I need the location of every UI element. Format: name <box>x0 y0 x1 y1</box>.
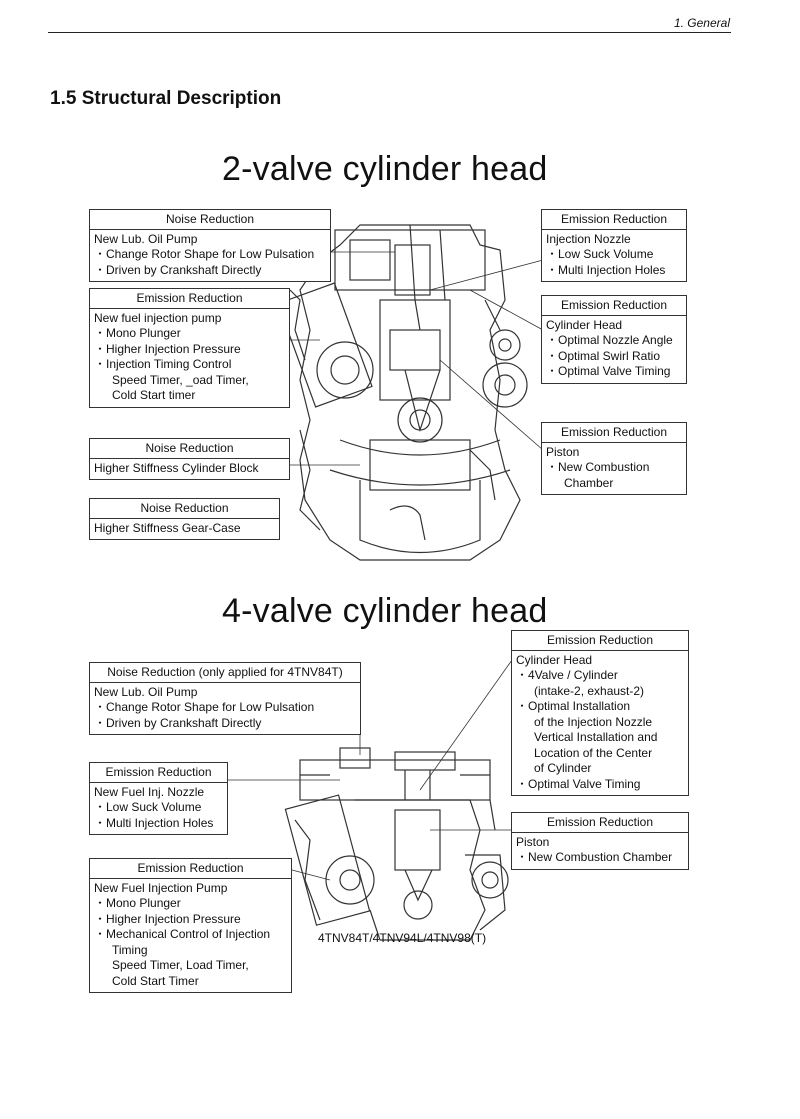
box-line: Cylinder Head <box>546 317 623 332</box>
box-line: Injection Nozzle <box>546 231 631 246</box>
box-line: Piston <box>516 834 550 849</box>
box-line: Piston <box>546 444 580 459</box>
box-emission-injection-pump-4v <box>89 858 292 993</box>
box-line: New Fuel Injection Pump <box>94 880 228 895</box>
box-line: Cylinder Head <box>516 652 593 667</box>
box-heading: Emission Reduction <box>512 631 688 651</box>
box-heading: Noise Reduction (only applied for 4TNV84T) <box>90 663 360 683</box>
box-line: Location of the Center <box>534 745 653 760</box>
box-line: New fuel injection pump <box>94 310 222 325</box>
box-emission-cylinder-head-4v <box>511 630 689 796</box>
model-caption: 4TNV84T/4TNV94L/4TNV98(T) <box>318 931 487 945</box>
box-line: New Fuel Inj. Nozzle <box>94 784 205 799</box>
box-heading: Emission Reduction <box>542 296 686 316</box>
box-heading: Noise Reduction <box>90 210 330 230</box>
box-line: (intake-2, exhaust-2) <box>534 683 645 698</box>
box-line: Speed Timer, _oad Timer, <box>112 372 249 387</box>
box-heading: Noise Reduction <box>90 439 289 459</box>
box-line: ・Optimal Nozzle Angle <box>546 333 673 347</box>
box-line: ・Low Suck Volume <box>94 800 202 814</box>
box-line: Higher Stiffness Cylinder Block <box>94 460 259 475</box>
diagram2-title: 4-valve cylinder head <box>222 592 548 630</box>
box-line: Chamber <box>564 475 614 490</box>
box-line: ・Change Rotor Shape for Low Pulsation <box>94 700 315 714</box>
box-heading: Emission Reduction <box>512 813 688 833</box>
box-line: Cold Start Timer <box>112 973 199 988</box>
box-line: of Cylinder <box>534 761 592 775</box>
chapter-header: 1. General <box>673 16 730 30</box>
box-line: ・New Combustion Chamber <box>516 850 673 864</box>
box-emission-inj-nozzle-4v <box>89 762 228 835</box>
diagram1-title: 2-valve cylinder head <box>222 150 548 188</box>
box-heading: Emission Reduction <box>90 763 227 783</box>
box-line: ・Higher Injection Pressure <box>94 341 241 356</box>
box-emission-piston-4v <box>511 812 689 870</box>
box-heading: Noise Reduction <box>90 499 279 519</box>
section-title: 1.5 Structural Description <box>50 88 282 109</box>
box-heading: Emission Reduction <box>542 423 686 443</box>
box-line: Speed Timer, Load Timer, <box>112 958 249 972</box>
box-line: ・Multi Injection Holes <box>94 815 214 830</box>
box-line: ・4Valve / Cylinder <box>516 668 618 682</box>
box-line: ・Higher Injection Pressure <box>94 911 241 926</box>
box-line: ・Change Rotor Shape for Low Pulsation <box>94 247 315 261</box>
box-heading: Emission Reduction <box>90 289 289 309</box>
box-line: Cold Start timer <box>112 388 196 402</box>
box-line: ・Optimal Valve Timing <box>516 776 641 791</box>
box-line: ・Driven by Crankshaft Directly <box>94 715 262 730</box>
box-line: of the Injection Nozzle <box>534 714 653 729</box>
box-line: ・Mono Plunger <box>94 896 181 910</box>
box-line: New Lub. Oil Pump <box>94 231 198 246</box>
box-line: ・Driven by Crankshaft Directly <box>94 262 262 277</box>
box-line: ・Mono Plunger <box>94 326 181 340</box>
box-line: ・Low Suck Volume <box>546 247 654 261</box>
box-line: New Lub. Oil Pump <box>94 684 198 699</box>
box-heading: Emission Reduction <box>542 210 686 230</box>
box-line: Higher Stiffness Gear-Case <box>94 520 241 535</box>
box-line: ・New Combustion <box>546 460 650 474</box>
box-line: Timing <box>112 942 148 957</box>
box-line: ・Optimal Swirl Ratio <box>546 348 661 363</box>
box-line: ・Optimal Installation <box>516 699 631 713</box>
box-heading: Emission Reduction <box>90 859 291 879</box>
box-line: ・Mechanical Control of Injection <box>94 927 271 941</box>
box-noise-oil-pump-4v <box>89 662 361 735</box>
box-line: ・Injection Timing Control <box>94 357 232 371</box>
box-line: Vertical Installation and <box>534 730 658 744</box>
box-line: ・Multi Injection Holes <box>546 262 666 277</box>
box-line: ・Optimal Valve Timing <box>546 364 671 378</box>
